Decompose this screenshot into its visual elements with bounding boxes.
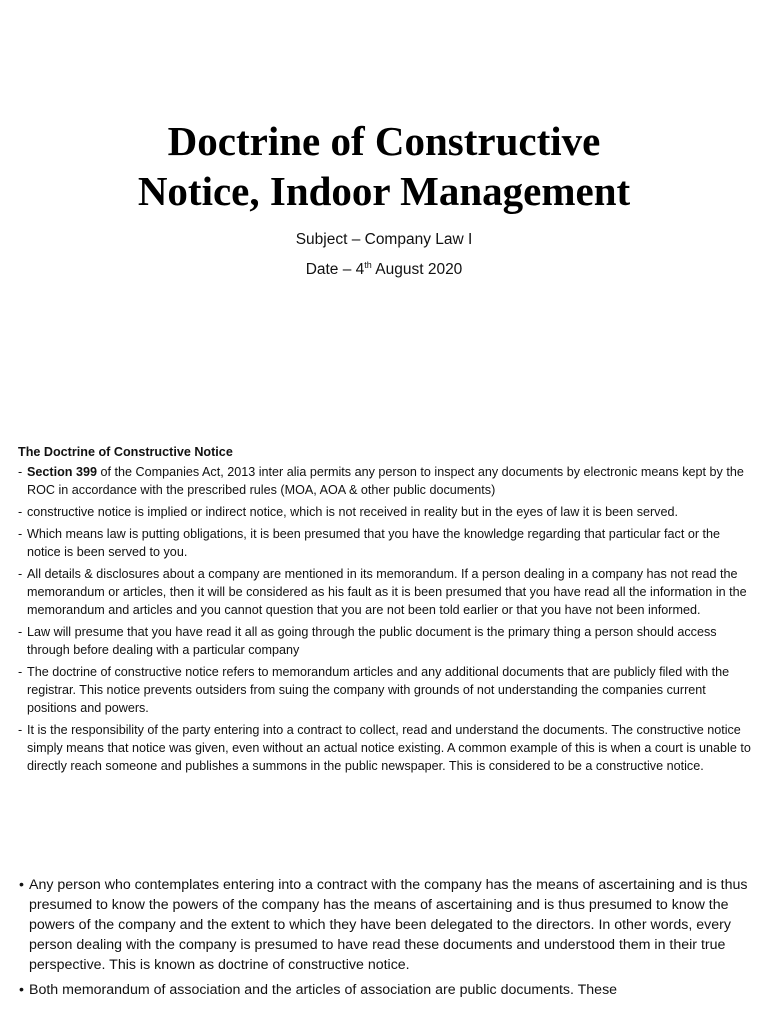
title-line-2: Notice, Indoor Management (137, 168, 631, 214)
list-item (18, 565, 756, 619)
subject-line: Subject – Company Law I (295, 231, 473, 248)
date-line (0, 260, 768, 279)
list-item (18, 525, 756, 561)
bullet-marker: • (19, 982, 24, 998)
list-item (18, 463, 756, 499)
bullet-item (18, 980, 756, 1000)
bullet-marker: • (19, 877, 24, 893)
list-item (18, 663, 756, 717)
list-item-text: of the Companies Act, 2013 inter alia permits any person to inspect any documents by electronic means kept by the ROC in accordance with the prescribed rules (MOA, AOA & other public documents) (27, 465, 744, 497)
bullet-section (18, 875, 756, 1005)
dash-marker: - (18, 505, 23, 519)
slide-title (0, 116, 768, 216)
list-item-text: Law will presume that you have read it all as going through the public document is the primary thing a person should access through before dealing with a particular company (27, 625, 717, 657)
list-item (18, 721, 756, 775)
date-prefix: Date – 4 (305, 261, 365, 278)
bullet-list (18, 875, 756, 1000)
list-item-text: constructive notice is implied or indirect notice, which is not received in reality but in the eyes of law it is been served. (27, 505, 678, 519)
section-heading: The Doctrine of Constructive Notice (18, 445, 233, 459)
title-line-1: Doctrine of Constructive (167, 118, 601, 164)
list-item (18, 623, 756, 659)
dash-marker: - (18, 567, 23, 581)
bullet-item (18, 875, 756, 975)
list-item-text: It is the responsibility of the party entering into a contract to collect, read and understand the documents. The constructive notice simply means that notice was given, even without an actual notice existing. A common example of this is when a court is unable to directly reach someone and publishes a summons in the public newspaper. This is considered to be a constructive notice. (27, 723, 751, 773)
bullet-text: Both memorandum of association and the articles of association are public documents. These (29, 982, 618, 998)
list-item (18, 503, 756, 521)
dash-marker: - (18, 527, 23, 541)
dash-marker: - (18, 625, 23, 639)
date-superscript: th (364, 260, 372, 270)
dash-list (18, 463, 756, 775)
list-item-text: Which means law is putting obligations, it is been presumed that you have the knowledge regarding that particular fact or the notice is been served to you. (27, 527, 721, 559)
date-suffix: August 2020 (371, 261, 463, 278)
list-item-text: All details & disclosures about a company are mentioned in its memorandum. If a person dealing in a company has not read the memorandum or articles, then it will be considered as his fault as it is been presumed that you have read all the information in the memorandum and articles and you cannot question that you are not been told earlier or that you have not been informed. (27, 567, 747, 617)
section-reference: Section 399 (27, 465, 97, 479)
dash-marker: - (18, 465, 23, 479)
dash-marker: - (18, 723, 23, 737)
bullet-text: Any person who contemplates entering into a contract with the company has the means of ascertaining and is thus presumed to know the powers of the company has the means of ascertaining and is thus presumed to know the powers of the company and the extent to which they have been delegated to the directors. In other words, every person dealing with the company is presumed to have read these documents and understood them in their true perspective. This is known as doctrine of constructive notice. (29, 877, 748, 973)
dash-marker: - (18, 665, 23, 679)
constructive-notice-section (18, 443, 756, 779)
list-item-text: The doctrine of constructive notice refers to memorandum articles and any additional documents that are publicly filed with the registrar. This notice prevents outsiders from suing the company with grounds of not understanding the companies current positions and powers. (27, 665, 730, 715)
